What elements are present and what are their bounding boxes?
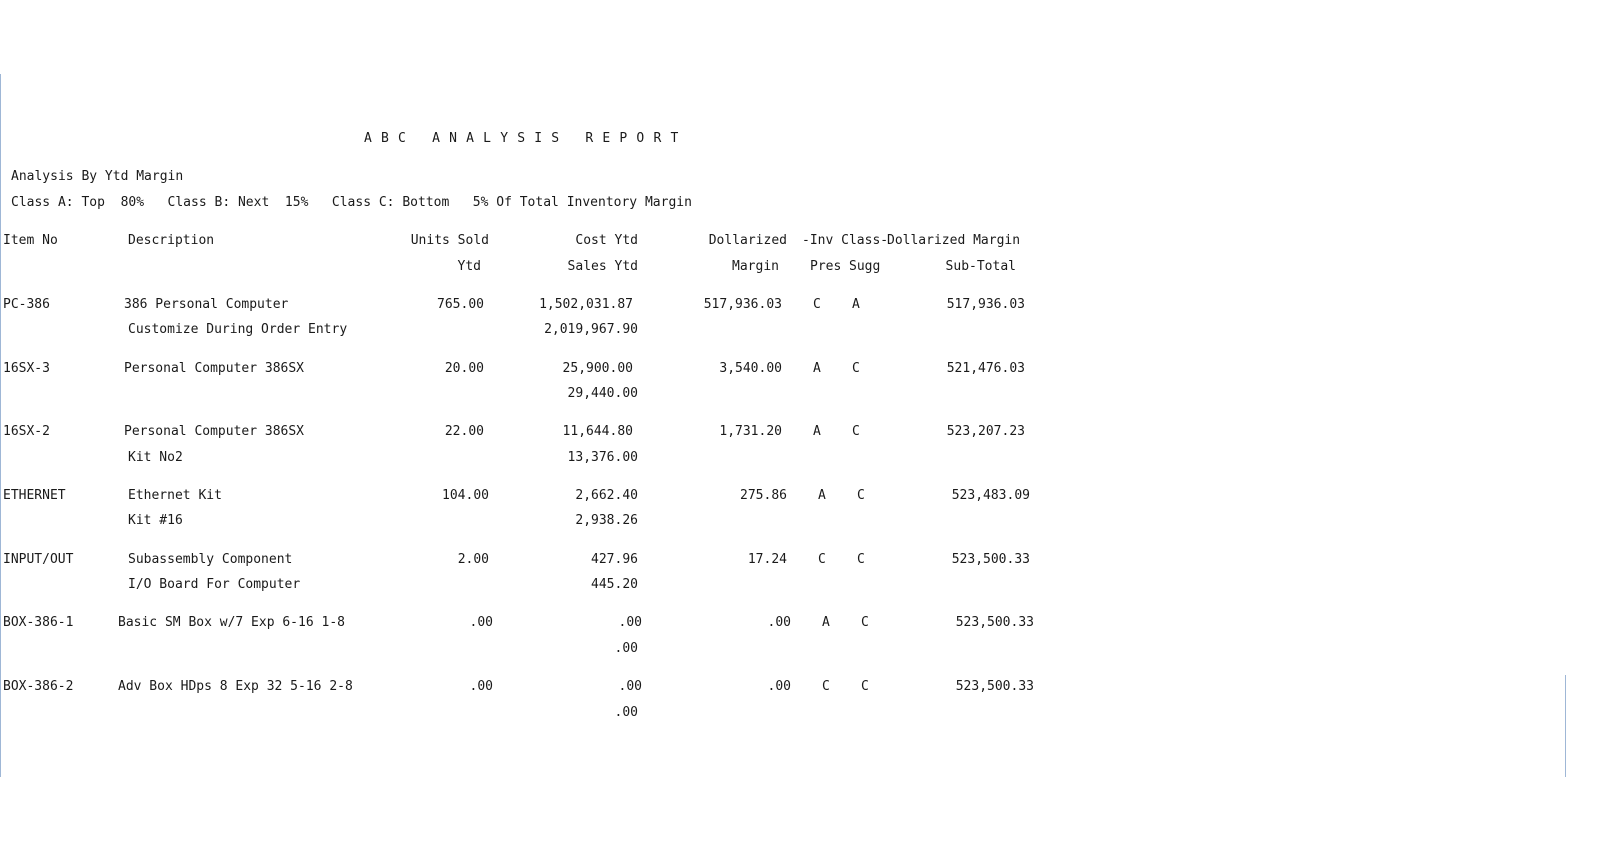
row-subtotal: 523,500.33: [955, 679, 1034, 694]
row-pres: C: [818, 552, 826, 567]
row-description-2: I/O Board For Computer: [128, 577, 301, 592]
row-margin: 275.86: [740, 488, 787, 503]
header-cost-ytd: Cost Ytd: [575, 233, 638, 248]
row-margin: .00: [767, 615, 791, 630]
row-subtotal: 523,207.23: [946, 424, 1025, 439]
row-units: 765.00: [437, 297, 484, 312]
row-description: Adv Box HDps 8 Exp 32 5-16 2-8: [118, 679, 353, 694]
row-description: Personal Computer 386SX: [124, 361, 305, 376]
header-dollarized-margin-subtotal: Dollarized Margin: [887, 233, 1021, 248]
row-pres: A: [818, 488, 826, 503]
row-sales-ytd: .00: [614, 705, 638, 720]
row-sales-ytd: 2,938.26: [575, 513, 638, 528]
row-cost-ytd: .00: [618, 615, 642, 630]
class-definition: Class A: Top 80% Class B: Next 15% Class C: Bottom 5% Of Total Inventory Margin: [11, 195, 692, 210]
row-sugg: C: [852, 424, 860, 439]
row-margin: 517,936.03: [703, 297, 782, 312]
header-dollarized-margin: Margin: [732, 259, 779, 274]
row-subtotal: 517,936.03: [946, 297, 1025, 312]
header-subtotal: Sub-Total: [945, 259, 1016, 274]
row-description: Basic SM Box w/7 Exp 6-16 1-8: [118, 615, 345, 630]
row-sales-ytd: 29,440.00: [567, 386, 638, 401]
row-description-2: Kit No2: [128, 450, 183, 465]
right-border-line: [1565, 675, 1566, 777]
row-units: .00: [469, 679, 493, 694]
row-units: 20.00: [444, 361, 484, 376]
row-sales-ytd: 2,019,967.90: [544, 322, 638, 337]
row-pres: A: [813, 424, 821, 439]
row-description-2: Customize During Order Entry: [128, 322, 348, 337]
row-margin: 1,731.20: [719, 424, 782, 439]
row-subtotal: 521,476.03: [946, 361, 1025, 376]
row-item-no: PC-386: [3, 297, 50, 312]
row-description: Personal Computer 386SX: [124, 424, 305, 439]
header-description: Description: [128, 233, 215, 248]
row-sales-ytd: 13,376.00: [567, 450, 638, 465]
row-units: .00: [469, 615, 493, 630]
row-description-2: Kit #16: [128, 513, 183, 528]
row-cost-ytd: 11,644.80: [562, 424, 633, 439]
header-inv-class: -Inv Class-: [802, 233, 889, 248]
row-sugg: C: [857, 552, 865, 567]
row-subtotal: 523,500.33: [951, 552, 1030, 567]
row-description: Subassembly Component: [128, 552, 293, 567]
row-pres: C: [813, 297, 821, 312]
row-cost-ytd: 1,502,031.87: [539, 297, 633, 312]
row-sugg: C: [852, 361, 860, 376]
row-units: 22.00: [444, 424, 484, 439]
row-subtotal: 523,500.33: [955, 615, 1034, 630]
report-title: ABC ANALYSIS REPORT: [364, 131, 688, 146]
row-sales-ytd: .00: [614, 641, 638, 656]
row-cost-ytd: 427.96: [591, 552, 638, 567]
row-item-no: 16SX-3: [3, 361, 50, 376]
row-margin: .00: [767, 679, 791, 694]
header-sugg: Sugg: [849, 259, 881, 274]
row-item-no: 16SX-2: [3, 424, 50, 439]
row-cost-ytd: 25,900.00: [562, 361, 633, 376]
row-margin: 3,540.00: [719, 361, 782, 376]
row-sugg: C: [861, 615, 869, 630]
row-pres: A: [813, 361, 821, 376]
row-item-no: BOX-386-2: [3, 679, 74, 694]
header-item-no: Item No: [3, 233, 58, 248]
header-units-sold: Units Sold: [410, 233, 489, 248]
row-margin: 17.24: [747, 552, 787, 567]
row-sugg: A: [852, 297, 860, 312]
row-sales-ytd: 445.20: [591, 577, 638, 592]
header-pres: Pres: [810, 259, 842, 274]
analysis-basis: Analysis By Ytd Margin: [11, 169, 184, 184]
row-units: 2.00: [457, 552, 489, 567]
row-description: Ethernet Kit: [128, 488, 222, 503]
row-sugg: C: [861, 679, 869, 694]
row-cost-ytd: .00: [618, 679, 642, 694]
header-sales-ytd: Sales Ytd: [567, 259, 638, 274]
row-pres: C: [822, 679, 830, 694]
left-border-line: [0, 74, 1, 777]
row-sugg: C: [857, 488, 865, 503]
row-cost-ytd: 2,662.40: [575, 488, 638, 503]
header-dollarized: Dollarized: [708, 233, 787, 248]
row-item-no: ETHERNET: [3, 488, 66, 503]
row-item-no: BOX-386-1: [3, 615, 74, 630]
row-description: 386 Personal Computer: [124, 297, 289, 312]
header-units-ytd: Ytd: [457, 259, 481, 274]
row-item-no: INPUT/OUT: [3, 552, 74, 567]
row-subtotal: 523,483.09: [951, 488, 1030, 503]
row-units: 104.00: [442, 488, 489, 503]
row-pres: A: [822, 615, 830, 630]
